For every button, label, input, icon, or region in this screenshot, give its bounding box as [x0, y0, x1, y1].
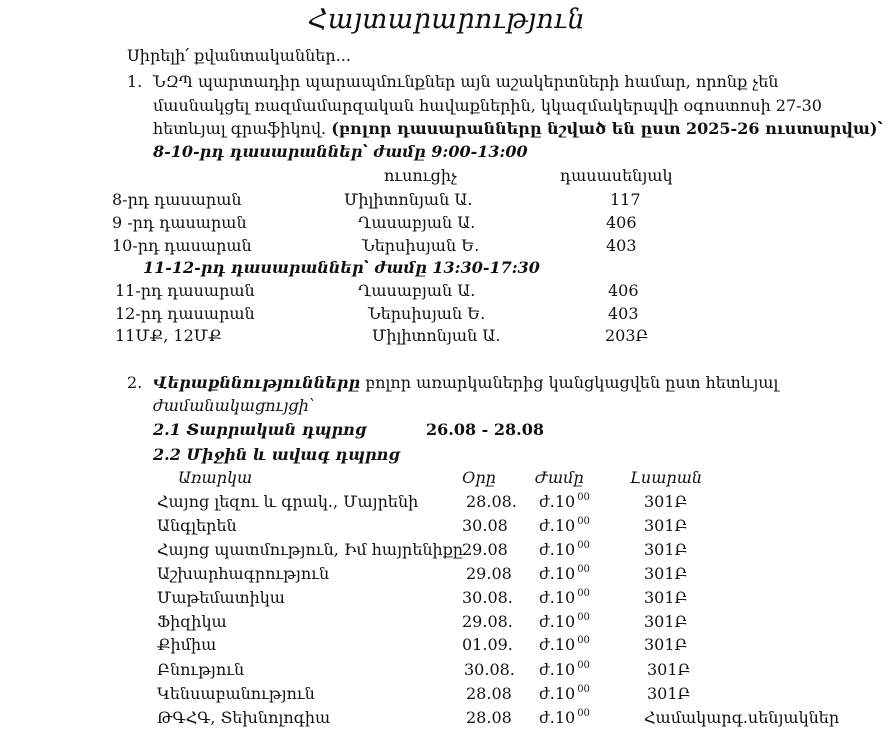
exam-subject: Բնություն	[157, 660, 245, 679]
exam-room: Համակարգ.սենյակներ	[644, 708, 840, 727]
exam-room: 301Բ	[647, 684, 691, 703]
item1-number: 1.	[127, 72, 143, 91]
exam-time-minutes: 00	[577, 635, 590, 646]
exam-subject: Անգլերեն	[157, 516, 237, 535]
exam-room: 301Բ	[644, 588, 688, 607]
exam-time-value: ժ.10	[539, 660, 576, 679]
group2-row-teacher: Միլիտոնյան Ա.	[372, 326, 501, 345]
exam-room: 301Բ	[644, 516, 688, 535]
group2-row-room: 406	[608, 281, 639, 300]
exam-time-value: ժ.10	[539, 708, 576, 727]
item2-number: 2.	[127, 373, 143, 392]
item1-line1: ՆԶՊ պարտադիր պարապմունքներ այն աշակերտների համար, որոնք չեն	[153, 72, 779, 91]
exam-time-value: ժ.10	[539, 588, 576, 607]
group2-heading: 11-12-րդ դասարաններ՝ ժամը 13:30-17:30	[143, 258, 540, 277]
sub1-dates: 26.08 - 28.08	[426, 420, 544, 439]
exam-time-minutes: 00	[577, 684, 590, 695]
item1-line2: մասնակցել ռազմամարզական հավաքներին, կկազմակերպվի օգոստոսի 27-30	[153, 96, 822, 115]
exam-time-value: ժ.10	[539, 540, 576, 559]
exam-date: 30.08.	[462, 588, 513, 607]
exam-time	[539, 635, 590, 654]
sub2-label: 2.2 Միջին և ավագ դպրոց	[153, 445, 400, 464]
exam-subject: Կենսաբանություն	[157, 684, 315, 703]
group2-row-room: 203Բ	[605, 326, 649, 345]
exam-time	[539, 660, 590, 679]
exam-date: 28.08	[466, 708, 512, 727]
exam-time-value: ժ.10	[539, 516, 576, 535]
exam-subject: Հայոց լեզու և գրակ., Մայրենի	[157, 492, 419, 511]
exam-room: 301Բ	[644, 564, 688, 583]
exam-date: 30.08.	[464, 660, 515, 679]
exam-time-minutes: 00	[577, 564, 590, 575]
exam-time-minutes: 00	[577, 588, 590, 599]
item2-line1-rest: բոլոր առարկաներից կանցկացվեն ըստ հետևյալ	[360, 373, 779, 392]
exam-room: 301Բ	[644, 612, 688, 631]
exam-date: 01.09.	[462, 635, 513, 654]
group2-row-class: 12-րդ դասարան	[115, 304, 255, 323]
exam-room: 301Բ	[644, 635, 688, 654]
group2-row-class: 11-րդ դասարան	[115, 281, 255, 300]
exam-date: 28.08.	[466, 492, 517, 511]
exam-time	[539, 516, 590, 535]
exam-time-value: ժ.10	[539, 635, 576, 654]
page-title: Հայտարարություն	[308, 4, 585, 35]
group1-row-class: 10-րդ դասարան	[112, 236, 252, 255]
exam-time	[539, 540, 590, 559]
group2-row-class: 11ՄՔ, 12ՄՔ	[115, 326, 222, 345]
sub1-label: 2.1 Տարրական դպրոց	[153, 420, 367, 439]
exam-date: 28.08	[466, 684, 512, 703]
col-teacher-header: ուսուցիչ	[384, 166, 457, 185]
exam-subject: Քիմիա	[157, 635, 217, 654]
exam-time-value: ժ.10	[539, 564, 576, 583]
exam-subject: Աշխարհագրություն	[157, 564, 330, 583]
group1-row-room: 403	[606, 236, 637, 255]
exam-time-value: ժ.10	[539, 492, 576, 511]
exam-time-minutes: 00	[577, 660, 590, 671]
item2-line2: ժամանակացույցի՝	[153, 396, 315, 415]
group1-row-teacher: Միլիտոնյան Ա.	[344, 190, 473, 209]
exam-date: 29.08	[466, 564, 512, 583]
group1-row-teacher: Ղասաբյան Ա.	[358, 213, 476, 232]
group1-row-room: 406	[606, 213, 637, 232]
group1-row-class: 8-րդ դասարան	[112, 190, 242, 209]
exam-time	[539, 684, 590, 703]
item1-line3	[153, 119, 883, 138]
exam-subject: Հայոց պատմություն, Իմ հայրենիքը	[157, 540, 464, 559]
col-room-header: դասասենյակ	[560, 166, 673, 185]
group1-row-class: 9 -րդ դասարան	[112, 213, 247, 232]
group2-row-teacher: Ղասաբյան Ա.	[358, 281, 476, 300]
item1-line3-normal: հետևյալ գրաֆիկով.	[153, 119, 332, 138]
exam-time-value: ժ.10	[539, 612, 576, 631]
exam-time	[539, 492, 590, 511]
group2-row-room: 403	[608, 304, 639, 323]
exam-time	[539, 708, 590, 727]
item2-line1	[153, 373, 778, 392]
exam-time	[539, 612, 590, 631]
exam-date: 29.08.	[462, 612, 513, 631]
exam-time	[539, 564, 590, 583]
exam-room: 301Բ	[644, 540, 688, 559]
exam-time	[539, 588, 590, 607]
group1-row-teacher: Ներսիսյան Ե.	[362, 236, 480, 255]
exam-header-time: Ժամը	[535, 468, 584, 487]
group2-row-teacher: Ներսիսյան Ե.	[368, 304, 486, 323]
exam-room: 301Բ	[644, 492, 688, 511]
exam-time-minutes: 00	[577, 516, 590, 527]
exam-time-minutes: 00	[577, 708, 590, 719]
item2-line1-bold: Վերաքննությունները	[153, 373, 361, 392]
exam-subject: Մաթեմատիկա	[157, 588, 285, 607]
item1-line3-bold: (բոլոր դասարանները նշված են ըստ 2025-26 ուստարվա)՝	[331, 119, 883, 138]
exam-time-minutes: 00	[577, 540, 590, 551]
group1-row-room: 117	[610, 190, 641, 209]
exam-room: 301Բ	[647, 660, 691, 679]
greeting: Սիրելի՛ քվանտականներ...	[127, 46, 351, 65]
exam-header-date: Օրը	[462, 468, 496, 487]
exam-time-value: ժ.10	[539, 684, 576, 703]
exam-date: 30.08	[462, 516, 508, 535]
exam-subject: Ֆիզիկա	[157, 612, 227, 631]
exam-subject: ԹԳՀԳ, Տեխնոլոգիա	[157, 708, 331, 727]
exam-time-minutes: 00	[577, 492, 590, 503]
exam-time-minutes: 00	[577, 612, 590, 623]
exam-header-subject: Առարկա	[178, 468, 253, 487]
group1-heading: 8-10-րդ դասարաններ՝ ժամը 9:00-13:00	[153, 142, 528, 161]
exam-date: 29.08	[462, 540, 508, 559]
exam-header-room: Լսարան	[630, 468, 703, 487]
